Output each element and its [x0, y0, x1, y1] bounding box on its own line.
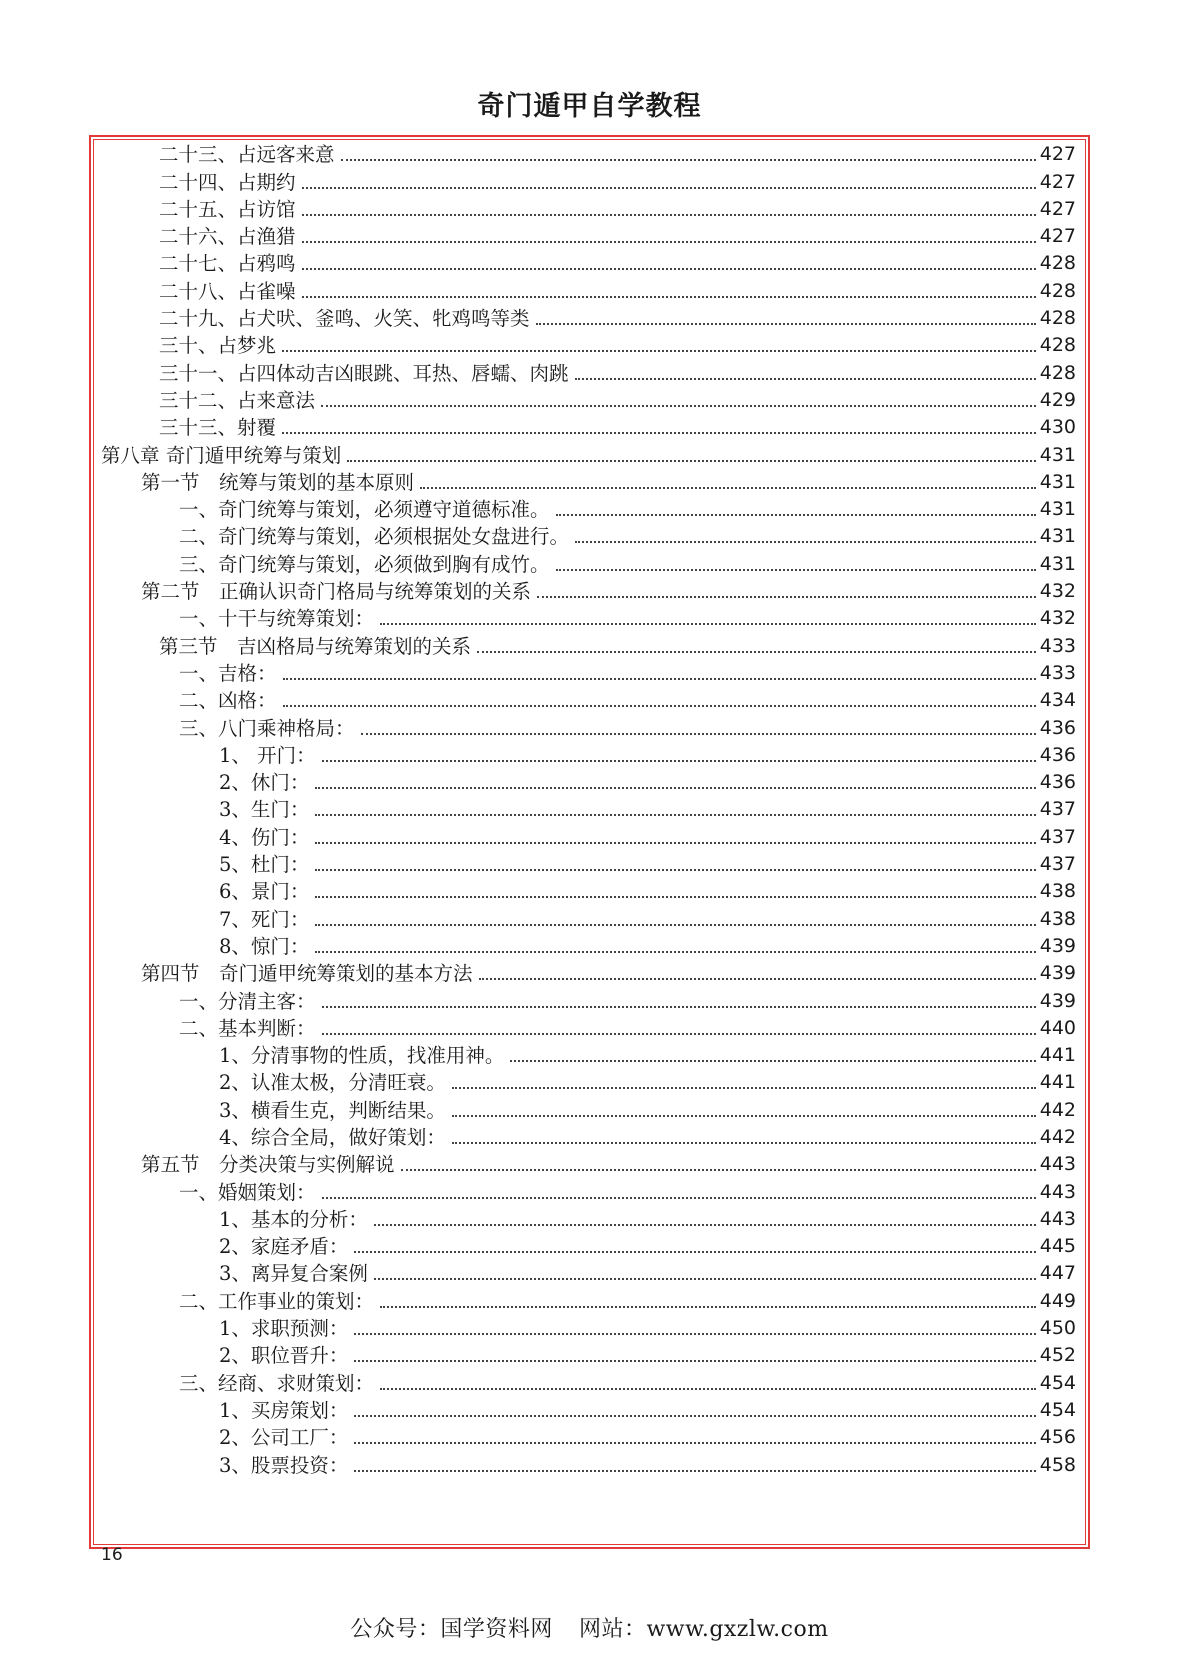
- toc-dot-leader: [556, 568, 1036, 571]
- toc-entry[interactable]: [101, 959, 1076, 986]
- toc-entry-title: 第四节 奇门遁甲统筹策划的基本方法: [141, 962, 473, 986]
- toc-dot-leader: [354, 1414, 1035, 1417]
- toc-entry-title: 一、十干与统筹策划：: [179, 607, 375, 631]
- toc-entry[interactable]: [101, 741, 1076, 768]
- toc-entry-title: 三、经商、求财策划：: [179, 1371, 375, 1395]
- toc-dot-leader: [347, 459, 1036, 462]
- toc-entry[interactable]: [101, 249, 1076, 276]
- toc-entry[interactable]: [101, 904, 1076, 931]
- toc-entry[interactable]: [101, 1123, 1076, 1150]
- toc-entry-title: 5、杜门：: [219, 853, 310, 877]
- toc-entry-title: 二十五、占访馆: [159, 197, 296, 221]
- toc-entry-title: 1、基本的分析：: [219, 1207, 368, 1231]
- toc-dot-leader: [302, 186, 1036, 189]
- toc-entry[interactable]: [101, 304, 1076, 331]
- toc-dot-leader: [380, 622, 1036, 625]
- toc-entry-title: 3、生门：: [219, 798, 310, 822]
- toc-entry-page: 439: [1039, 934, 1076, 957]
- toc-dot-leader: [510, 1059, 1035, 1062]
- toc-entry-title: 三十、占梦兆: [159, 334, 277, 358]
- toc-dot-leader: [354, 1250, 1035, 1253]
- toc-entry[interactable]: [101, 1095, 1076, 1122]
- toc-dot-leader: [477, 650, 1036, 653]
- toc-entry[interactable]: [101, 631, 1076, 658]
- toc-entry-page: 441: [1039, 1044, 1076, 1067]
- toc-entry-title: 二十八、占雀噪: [159, 279, 296, 303]
- toc-entry-page: 430: [1039, 416, 1076, 439]
- toc-entry[interactable]: [101, 413, 1076, 440]
- toc-dot-leader: [315, 786, 1035, 789]
- toc-entry-title: 4、伤门：: [219, 825, 310, 849]
- toc-entry-page: 440: [1039, 1016, 1076, 1039]
- toc-entry[interactable]: [101, 1450, 1076, 1477]
- toc-dot-leader: [283, 704, 1036, 707]
- toc-entry-title: 三十三、射覆: [159, 416, 277, 440]
- toc-entry-page: 427: [1039, 170, 1076, 193]
- toc-entry-page: 429: [1039, 388, 1076, 411]
- toc-dot-leader: [479, 977, 1036, 980]
- toc-entry[interactable]: [101, 549, 1076, 576]
- toc-dot-leader: [315, 841, 1035, 844]
- toc-entry[interactable]: [101, 1423, 1076, 1450]
- toc-entry[interactable]: [101, 195, 1076, 222]
- toc-entry[interactable]: [101, 468, 1076, 495]
- toc-entry-title: 一、婚姻策划：: [179, 1180, 316, 1204]
- toc-entry[interactable]: [101, 713, 1076, 740]
- toc-dot-leader: [283, 677, 1036, 680]
- toc-dot-leader: [380, 1387, 1036, 1390]
- toc-dot-leader: [315, 895, 1035, 898]
- toc-entry[interactable]: [101, 686, 1076, 713]
- toc-dot-leader: [361, 732, 1036, 735]
- toc-dot-leader: [315, 923, 1035, 926]
- toc-entry[interactable]: [101, 358, 1076, 385]
- toc-entry-title: 1、买房策划：: [219, 1398, 349, 1422]
- toc-entry[interactable]: [101, 386, 1076, 413]
- footer-website: 网站：www.gxzlw.com: [578, 1617, 829, 1642]
- toc-entry-page: 428: [1039, 307, 1076, 330]
- toc-entry[interactable]: [101, 1341, 1076, 1368]
- toc-dot-leader: [302, 295, 1036, 298]
- toc-entry-title: 二十三、占远客来意: [159, 143, 335, 167]
- toc-entry-title: 2、职位晋升：: [219, 1344, 349, 1368]
- toc-entry[interactable]: [101, 768, 1076, 795]
- page-title: 奇门遁甲自学教程: [477, 91, 702, 122]
- toc-entry-title: 二、凶格：: [179, 689, 277, 713]
- toc-dot-leader: [354, 1332, 1035, 1335]
- toc-dot-leader: [536, 322, 1036, 325]
- toc-entry-page: 447: [1039, 1262, 1076, 1285]
- toc-dot-leader: [321, 404, 1036, 407]
- toc-dot-leader: [401, 1168, 1036, 1171]
- toc-dot-leader: [556, 513, 1036, 516]
- toc-dot-leader: [315, 868, 1035, 871]
- toc-entry[interactable]: [101, 1068, 1076, 1095]
- toc-entry-page: 456: [1039, 1426, 1076, 1449]
- toc-entry-page: 427: [1039, 143, 1076, 166]
- table-of-contents: [101, 140, 1076, 1478]
- toc-entry-title: 第五节 分类决策与实例解说: [141, 1153, 395, 1177]
- toc-entry[interactable]: [101, 659, 1076, 686]
- toc-entry-title: 一、分清主客：: [179, 989, 316, 1013]
- toc-dot-leader: [420, 486, 1036, 489]
- toc-entry-page: 431: [1039, 443, 1076, 466]
- toc-entry-title: 二十九、占犬吠、釜鸣、火笑、牝鸡鸣等类: [159, 307, 530, 331]
- toc-entry-title: 4、综合全局，做好策划：: [219, 1125, 446, 1149]
- toc-entry[interactable]: [101, 522, 1076, 549]
- toc-dot-leader: [282, 349, 1036, 352]
- page-number: 16: [101, 1545, 123, 1565]
- toc-dot-leader: [575, 377, 1036, 380]
- toc-entry-title: 6、景门：: [219, 880, 310, 904]
- toc-entry-title: 2、休门：: [219, 771, 310, 795]
- toc-entry-page: 438: [1039, 880, 1076, 903]
- toc-dot-leader: [322, 1005, 1036, 1008]
- toc-entry-page: 443: [1039, 1153, 1076, 1176]
- toc-entry-title: 二、奇门统筹与策划，必须根据处女盘进行。: [179, 525, 570, 549]
- toc-entry[interactable]: [101, 795, 1076, 822]
- toc-dot-leader: [374, 1277, 1036, 1280]
- toc-entry[interactable]: [101, 1041, 1076, 1068]
- toc-entry-page: 433: [1039, 661, 1076, 684]
- toc-dot-leader: [452, 1114, 1036, 1117]
- toc-entry-page: 437: [1039, 798, 1076, 821]
- toc-entry-page: 439: [1039, 962, 1076, 985]
- toc-entry[interactable]: [101, 440, 1076, 467]
- toc-entry[interactable]: [101, 1150, 1076, 1177]
- toc-entry[interactable]: [101, 1396, 1076, 1423]
- toc-entry-page: 436: [1039, 743, 1076, 766]
- toc-entry-title: 一、吉格：: [179, 661, 277, 685]
- toc-dot-leader: [282, 431, 1036, 434]
- toc-entry-page: 443: [1039, 1207, 1076, 1230]
- toc-dot-leader: [341, 158, 1036, 161]
- toc-entry[interactable]: [101, 850, 1076, 877]
- toc-entry-title: 7、死门：: [219, 907, 310, 931]
- toc-entry-title: 8、惊门：: [219, 934, 310, 958]
- toc-entry-title: 第二节 正确认识奇门格局与统筹策划的关系: [141, 580, 532, 604]
- toc-entry-title: 第一节 统筹与策划的基本原则: [141, 470, 415, 494]
- toc-entry[interactable]: [101, 276, 1076, 303]
- toc-entry-title: 2、家庭矛盾：: [219, 1235, 349, 1259]
- toc-entry-page: 432: [1039, 580, 1076, 603]
- toc-entry-page: 437: [1039, 825, 1076, 848]
- toc-entry-title: 2、认准太极，分清旺衰。: [219, 1071, 446, 1095]
- toc-entry-title: 3、股票投资：: [219, 1453, 349, 1477]
- toc-entry[interactable]: [101, 222, 1076, 249]
- toc-dot-leader: [322, 1032, 1036, 1035]
- toc-entry-page: 452: [1039, 1344, 1076, 1367]
- toc-dot-leader: [315, 950, 1035, 953]
- toc-dot-leader: [452, 1141, 1036, 1144]
- toc-entry[interactable]: [101, 331, 1076, 358]
- toc-entry[interactable]: [101, 1014, 1076, 1041]
- toc-entry-page: 431: [1039, 470, 1076, 493]
- toc-entry-page: 441: [1039, 1071, 1076, 1094]
- toc-entry-title: 三十二、占来意法: [159, 388, 316, 412]
- toc-dot-leader: [302, 240, 1036, 243]
- toc-entry-page: 442: [1039, 1125, 1076, 1148]
- toc-entry-title: 2、公司工厂：: [219, 1426, 349, 1450]
- toc-dot-leader: [322, 1196, 1036, 1199]
- toc-entry[interactable]: [101, 167, 1076, 194]
- toc-entry-title: 三、八门乘神格局：: [179, 716, 355, 740]
- toc-entry-title: 第八章 奇门遁甲统筹与策划: [101, 443, 342, 467]
- toc-entry-page: 428: [1039, 361, 1076, 384]
- toc-entry-page: 427: [1039, 197, 1076, 220]
- toc-entry-title: 1、 开门：: [219, 743, 316, 767]
- toc-entry-title: 二十四、占期约: [159, 170, 296, 194]
- toc-entry-page: 454: [1039, 1398, 1076, 1421]
- toc-entry[interactable]: [101, 986, 1076, 1013]
- toc-dot-leader: [354, 1441, 1035, 1444]
- toc-entry[interactable]: [101, 1177, 1076, 1204]
- toc-entry[interactable]: [101, 1205, 1076, 1232]
- toc-entry[interactable]: [101, 577, 1076, 604]
- footer-wechat: 公众号：国学资料网: [350, 1617, 553, 1642]
- toc-dot-leader: [302, 267, 1036, 270]
- toc-entry-page: 450: [1039, 1317, 1076, 1340]
- toc-entry[interactable]: [101, 1232, 1076, 1259]
- toc-entry-page: 438: [1039, 907, 1076, 930]
- toc-dot-leader: [354, 1469, 1035, 1472]
- toc-dot-leader: [302, 213, 1036, 216]
- toc-entry-page: 434: [1039, 689, 1076, 712]
- toc-dot-leader: [452, 1086, 1036, 1089]
- toc-entry-page: 454: [1039, 1371, 1076, 1394]
- toc-entry-page: 427: [1039, 225, 1076, 248]
- toc-dot-leader: [322, 759, 1036, 762]
- toc-entry-page: 442: [1039, 1098, 1076, 1121]
- toc-entry-page: 432: [1039, 607, 1076, 630]
- toc-entry-title: 二、基本判断：: [179, 1016, 316, 1040]
- toc-entry-title: 二十六、占渔猎: [159, 225, 296, 249]
- toc-entry-page: 449: [1039, 1289, 1076, 1312]
- footer: [0, 1612, 1179, 1643]
- toc-dot-leader: [537, 595, 1036, 598]
- toc-entry-title: 3、横看生克，判断结果。: [219, 1098, 446, 1122]
- toc-entry-title: 二、工作事业的策划：: [179, 1289, 375, 1313]
- toc-entry-title: 二十七、占鸦鸣: [159, 252, 296, 276]
- toc-entry-page: 431: [1039, 525, 1076, 548]
- toc-entry-page: 428: [1039, 252, 1076, 275]
- toc-entry-page: 458: [1039, 1453, 1076, 1476]
- toc-entry-title: 1、求职预测：: [219, 1317, 349, 1341]
- toc-entry[interactable]: [101, 140, 1076, 167]
- toc-dot-leader: [575, 540, 1036, 543]
- toc-entry-page: 443: [1039, 1180, 1076, 1203]
- toc-entry-page: 431: [1039, 552, 1076, 575]
- toc-entry-title: 一、奇门统筹与策划，必须遵守道德标准。: [179, 498, 550, 522]
- toc-entry-page: 439: [1039, 989, 1076, 1012]
- toc-entry-title: 第三节 吉凶格局与统筹策划的关系: [159, 634, 472, 658]
- toc-entry-title: 1、分清事物的性质，找准用神。: [219, 1044, 505, 1068]
- toc-entry-title: 三、奇门统筹与策划，必须做到胸有成竹。: [179, 552, 550, 576]
- toc-entry[interactable]: [101, 932, 1076, 959]
- toc-dot-leader: [315, 813, 1035, 816]
- toc-entry-page: 431: [1039, 498, 1076, 521]
- toc-entry-page: 437: [1039, 853, 1076, 876]
- toc-entry-page: 436: [1039, 716, 1076, 739]
- toc-entry-page: 445: [1039, 1235, 1076, 1258]
- toc-entry-page: 433: [1039, 634, 1076, 657]
- toc-entry-page: 436: [1039, 771, 1076, 794]
- toc-entry-page: 428: [1039, 334, 1076, 357]
- toc-entry[interactable]: [101, 604, 1076, 631]
- toc-entry-title: 3、离异复合案例: [219, 1262, 368, 1286]
- toc-entry[interactable]: [101, 495, 1076, 522]
- toc-dot-leader: [354, 1359, 1035, 1362]
- toc-entry-title: 三十一、占四体动吉凶眼跳、耳热、唇蠕、肉跳: [159, 361, 569, 385]
- toc-entry[interactable]: [101, 1259, 1076, 1286]
- toc-dot-leader: [380, 1305, 1036, 1308]
- toc-entry[interactable]: [101, 877, 1076, 904]
- toc-entry[interactable]: [101, 1368, 1076, 1395]
- toc-entry-page: 428: [1039, 279, 1076, 302]
- toc-dot-leader: [374, 1223, 1036, 1226]
- toc-entry[interactable]: [101, 1314, 1076, 1341]
- toc-entry[interactable]: [101, 822, 1076, 849]
- toc-entry[interactable]: [101, 1286, 1076, 1313]
